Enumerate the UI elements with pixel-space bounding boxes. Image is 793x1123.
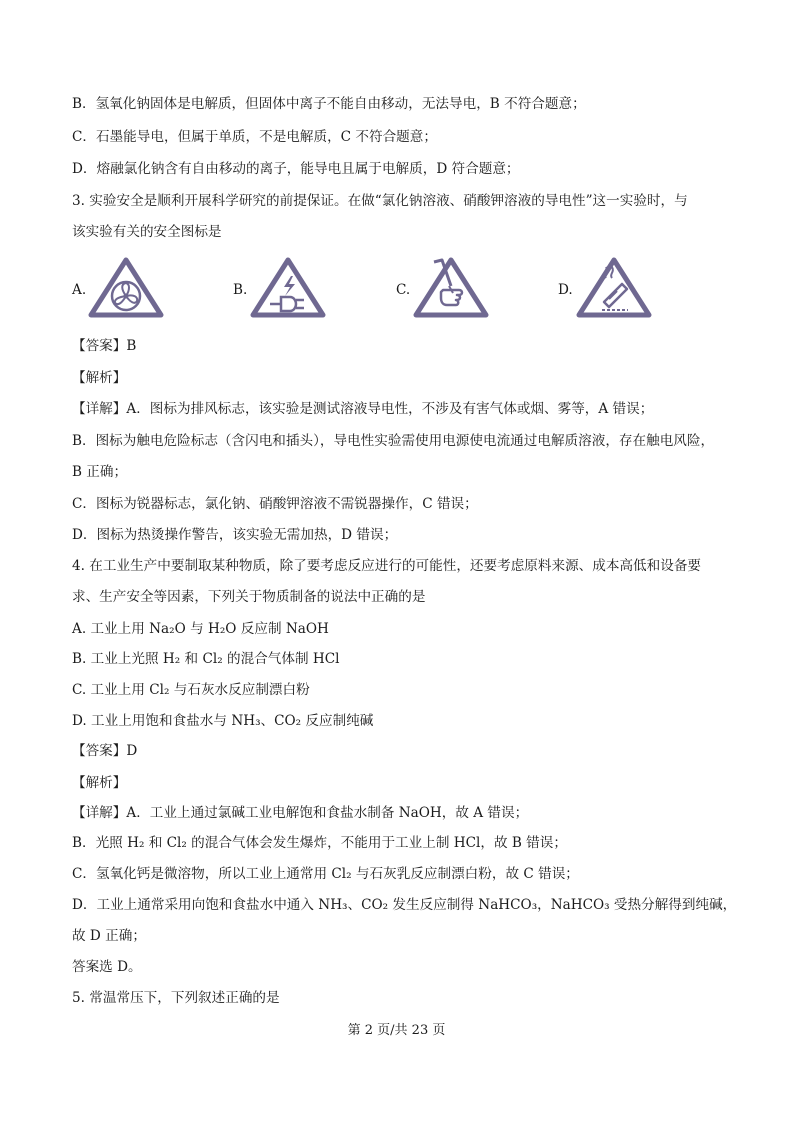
ventilation-fan-icon	[88, 256, 164, 318]
hot-surface-icon	[576, 256, 652, 318]
question-4-stem: 4. 在工业生产中要制取某种物质，除了要考虑反应进行的可能性，还要考虑原料来源、成本高低和设备要	[72, 558, 702, 574]
answer-4: 【答案】D	[72, 743, 138, 759]
question-3-stem: 3. 实验安全是顺利开展科学研究的前提保证。在做“氯化钠溶液、硝酸钾溶液的导电性”这一实验时，与	[72, 193, 688, 209]
analysis-4-heading: 【解析】	[72, 775, 127, 791]
text-line: C．石墨能导电，但属于单质，不是电解质，C 不符合题意；	[72, 129, 437, 145]
option-4-a: A. 工业上用 Na₂O 与 H₂O 反应制 NaOH	[72, 621, 329, 637]
detail-3-c: C．图标为锐器标志，氯化钠、硝酸钾溶液不需锐器操作，C 错误；	[72, 496, 478, 512]
answer-3: 【答案】B	[72, 338, 137, 354]
question-3-stem: 该实验有关的安全图标是	[72, 224, 222, 240]
detail-4-d-cont: 故 D 正确；	[72, 928, 146, 944]
text-line: D．熔融氯化钠含有自由移动的离子，能导电且属于电解质，D 符合题意；	[72, 161, 520, 177]
detail-4-c: C．氢氧化钙是微溶物，所以工业上通常用 Cl₂ 与石灰乳反应制漂白粉，故 C 错误；	[72, 866, 579, 882]
answer-4-selection: 答案选 D。	[72, 959, 142, 975]
detail-4-a: 【详解】A．工业上通过氯碱工业电解饱和食盐水制备 NaOH，故 A 错误；	[72, 805, 529, 821]
detail-3-d: D．图标为热烫操作警告，该实验无需加热，D 错误；	[72, 527, 398, 543]
option-d-label: D.	[558, 282, 573, 298]
question-4-stem: 求、生产安全等因素，下列关于物质制备的说法中正确的是	[72, 589, 426, 605]
option-4-c: C. 工业上用 Cl₂ 与石灰水反应制漂白粉	[72, 682, 310, 698]
page-footer: 第 2 页/共 23 页	[347, 1023, 446, 1038]
electric-shock-plug-icon	[250, 256, 326, 318]
text-line: B．氢氧化钠固体是电解质，但固体中离子不能自由移动，无法导电，B 不符合题意；	[72, 96, 586, 112]
detail-4-d: D．工业上通常采用向饱和食盐水中通入 NH₃、CO₂ 发生反应制得 NaHCO₃，NaHCO₃ 受热分解得到纯碱，	[72, 897, 737, 913]
detail-3-a: 【详解】A．图标为排风标志，该实验是测试溶液导电性，不涉及有害气体或烟、雾等，A 错误；	[72, 401, 654, 417]
option-b-label: B.	[233, 282, 248, 298]
detail-4-b: B．光照 H₂ 和 Cl₂ 的混合气体会发生爆炸，不能用于工业上制 HCl，故 B 错误；	[72, 835, 567, 851]
analysis-3-heading: 【解析】	[72, 370, 127, 386]
detail-3-b-cont: B 正确；	[72, 464, 128, 480]
option-4-d: D. 工业上用饱和食盐水与 NH₃、CO₂ 反应制纯碱	[72, 713, 374, 729]
detail-3-b: B．图标为触电危险标志（含闪电和插头），导电性实验需使用电源使电流通过电解质溶液，存在触电风险，	[72, 433, 715, 449]
option-4-b: B. 工业上光照 H₂ 和 Cl₂ 的混合气体制 HCl	[72, 651, 340, 667]
sharp-object-icon	[413, 256, 489, 318]
option-a-label: A.	[72, 282, 87, 298]
option-c-label: C.	[396, 282, 411, 298]
question-5-stem: 5. 常温常压下，下列叙述正确的是	[72, 990, 280, 1006]
